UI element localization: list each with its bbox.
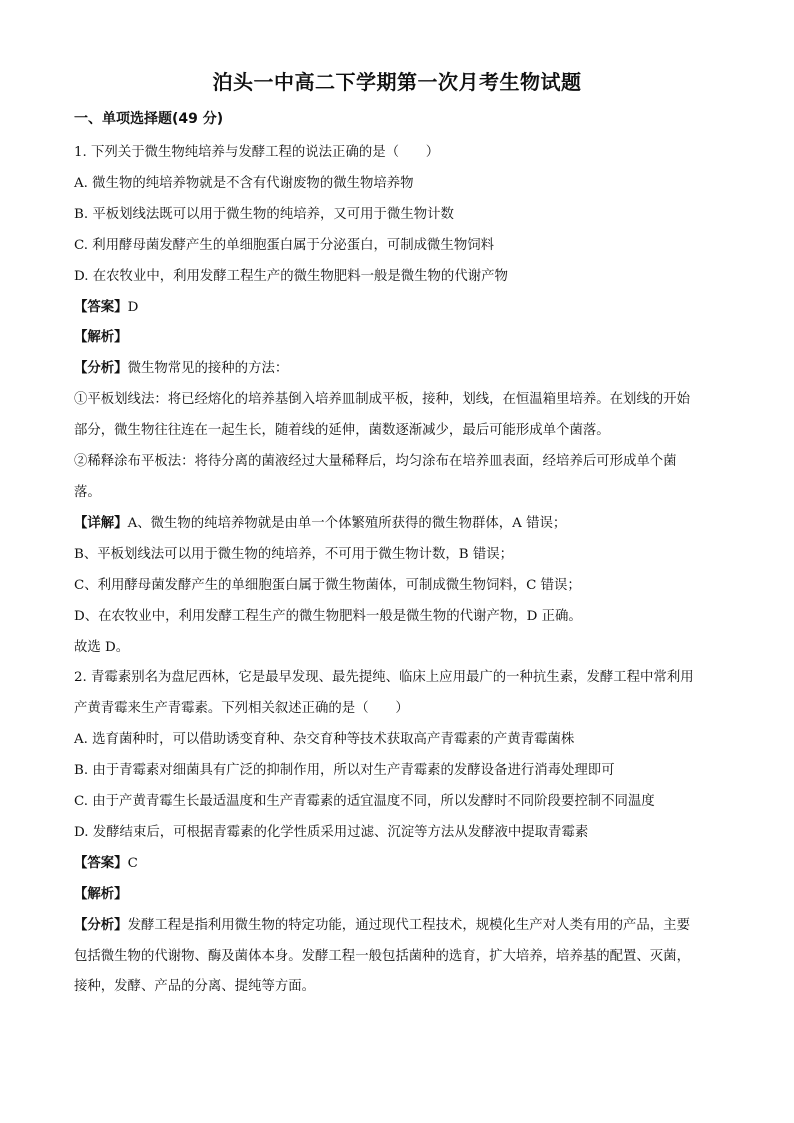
answer-value: C xyxy=(127,855,138,871)
section-heading: 一、单项选择题(49 分) xyxy=(74,111,224,127)
question-1-analysis-tag: 【解析】 xyxy=(74,330,128,346)
fenxi-tag: 【分析】 xyxy=(74,917,128,933)
question-2-option-d: D. 发酵结束后，可根据青霉素的化学性质采用过滤、沉淀等方法从发酵液中提取青霉素 xyxy=(74,824,589,840)
question-2-answer xyxy=(74,849,724,880)
question-2-option-a: A. 选育菌种时，可以借助诱变育种、杂交育种等技术获取高产青霉素的产黄青霉菌株 xyxy=(74,732,575,748)
question-1-method-1-line-1: ①平板划线法：将已经熔化的培养基倒入培养皿制成平板，接种，划线，在恒温箱里培养。在划线的开始 xyxy=(74,392,690,408)
question-2-stem-line-1: 2. 青霉素别名为盘尼西林，它是最早发现、最先提纯、临床上应用最广的一种抗生素，发酵工程中常利用 xyxy=(74,670,694,686)
page-title: 泊头一中高二下学期第一次月考生物试题 xyxy=(212,70,582,94)
question-1-detail-c: C、利用酵母菌发酵产生的单细胞蛋白属于微生物菌体，可制成微生物饲料，C 错误； xyxy=(74,577,581,593)
question-2-fenxi-line-1: 【分析】发酵工程是指利用微生物的特定功能，通过现代工程技术，规模化生产对人类有用的产品，主要 xyxy=(74,917,690,933)
question-1-detail-d: D、在农牧业中，利用发酵工程生产的微生物肥料一般是微生物的代谢产物，D 正确。 xyxy=(74,608,582,624)
question-1-option-d: D. 在农牧业中，利用发酵工程生产的微生物肥料一般是微生物的代谢产物 xyxy=(74,268,508,284)
xiangjie-tag: 【详解】 xyxy=(74,515,128,531)
answer-tag: 【答案】 xyxy=(74,299,128,315)
question-2-option-c: C. 由于产黄青霉生长最适温度和生产青霉素的适宜温度不同，所以发酵时不同阶段要控制不同温度 xyxy=(74,794,655,810)
answer-tag: 【答案】 xyxy=(74,855,128,871)
fenxi-tag: 【分析】 xyxy=(74,361,128,377)
question-1-method-2-line-2: 落。 xyxy=(74,484,101,500)
question-1-detail-a: 【详解】A、微生物的纯培养物就是由单一个体繁殖所获得的微生物群体，A 错误； xyxy=(74,515,567,531)
question-1-conclusion: 故选 D。 xyxy=(74,639,130,655)
question-2-fenxi-line-3: 接种，发酵、产品的分离、提纯等方面。 xyxy=(74,979,316,995)
document-body xyxy=(74,138,724,1003)
question-1-option-b: B. 平板划线法既可以用于微生物的纯培养，又可用于微生物计数 xyxy=(74,206,454,222)
question-1-answer xyxy=(74,293,724,324)
answer-value: D xyxy=(127,299,139,315)
question-1-method-1-line-2: 部分，微生物往往连在一起生长，随着线的延伸，菌数逐渐减少，最后可能形成单个菌落。 xyxy=(74,423,610,439)
question-2-fenxi-line-2: 包括微生物的代谢物、酶及菌体本身。发酵工程一般包括菌种的选育，扩大培养，培养基的配置、灭菌， xyxy=(74,948,690,964)
question-1-detail-b: B、平板划线法可以用于微生物的纯培养，不可用于微生物计数，B 错误； xyxy=(74,546,514,562)
question-1-method-2-line-1: ②稀释涂布平板法：将待分离的菌液经过大量稀释后，均匀涂布在培养皿表面，经培养后可形成单个菌 xyxy=(74,454,677,470)
question-2-stem-line-2: 产黄青霉来生产青霉素。下列相关叙述正确的是（ ） xyxy=(74,701,409,717)
question-2-analysis-tag: 【解析】 xyxy=(74,886,128,902)
question-1-fenxi: 【分析】微生物常见的接种的方法： xyxy=(74,361,289,377)
question-1-option-c: C. 利用酵母菌发酵产生的单细胞蛋白属于分泌蛋白，可制成微生物饲料 xyxy=(74,237,494,253)
question-2-option-b: B. 由于青霉素对细菌具有广泛的抑制作用，所以对生产青霉素的发酵设备进行消毒处理即可 xyxy=(74,763,615,779)
question-1-option-a: A. 微生物的纯培养物就是不含有代谢废物的微生物培养物 xyxy=(74,175,414,191)
question-1-stem: 1. 下列关于微生物纯培养与发酵工程的说法正确的是（ ） xyxy=(74,145,440,160)
